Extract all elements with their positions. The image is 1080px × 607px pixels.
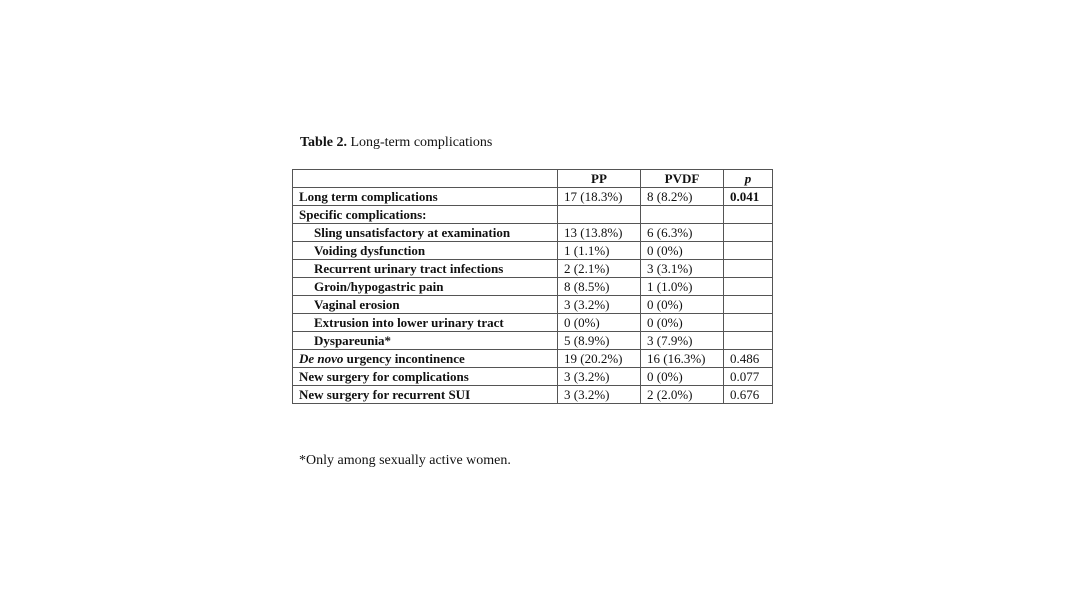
caption-text: Long-term complications [346, 135, 493, 150]
table-row [293, 224, 773, 242]
row-label: Dyspareunia* [293, 332, 558, 350]
pvdf-cell: 0 (0%) [641, 368, 724, 386]
p-cell: 0.676 [724, 386, 773, 404]
caption-label: Table 2. [300, 135, 347, 150]
pvdf-cell [641, 206, 724, 224]
pp-cell: 3 (3.2%) [558, 296, 641, 314]
p-cell [724, 314, 773, 332]
row-label: Sling unsatisfactory at examination [293, 224, 558, 242]
p-cell [724, 206, 773, 224]
pvdf-cell: 0 (0%) [641, 242, 724, 260]
p-cell [724, 242, 773, 260]
p-cell [724, 332, 773, 350]
pvdf-cell: 8 (8.2%) [641, 188, 724, 206]
p-cell: 0.486 [724, 350, 773, 368]
p-cell [724, 224, 773, 242]
row-label: Recurrent urinary tract infections [293, 260, 558, 278]
row-label: Long term complications [293, 188, 558, 206]
row-label: Voiding dysfunction [293, 242, 558, 260]
pvdf-cell: 2 (2.0%) [641, 386, 724, 404]
table-row [293, 242, 773, 260]
pvdf-cell: 0 (0%) [641, 314, 724, 332]
pp-cell: 13 (13.8%) [558, 224, 641, 242]
pvdf-cell: 16 (16.3%) [641, 350, 724, 368]
pp-cell: 3 (3.2%) [558, 368, 641, 386]
p-cell: 0.041 [724, 188, 773, 206]
table-caption [300, 134, 492, 152]
pvdf-cell: 0 (0%) [641, 296, 724, 314]
header-pvdf: PVDF [641, 170, 724, 188]
table-row [293, 188, 773, 206]
pp-cell: 17 (18.3%) [558, 188, 641, 206]
table-row [293, 332, 773, 350]
row-label [293, 350, 558, 368]
p-cell: 0.077 [724, 368, 773, 386]
pp-cell: 0 (0%) [558, 314, 641, 332]
pp-cell: 1 (1.1%) [558, 242, 641, 260]
table-row [293, 314, 773, 332]
pp-cell: 2 (2.1%) [558, 260, 641, 278]
table-row [293, 350, 773, 368]
table-row [293, 278, 773, 296]
p-cell [724, 260, 773, 278]
pp-cell: 5 (8.9%) [558, 332, 641, 350]
pp-cell: 19 (20.2%) [558, 350, 641, 368]
table-row [293, 260, 773, 278]
pp-cell: 3 (3.2%) [558, 386, 641, 404]
p-cell [724, 278, 773, 296]
row-label: Vaginal erosion [293, 296, 558, 314]
header-p: p [724, 170, 773, 188]
row-label: New surgery for complications [293, 368, 558, 386]
row-label: New surgery for recurrent SUI [293, 386, 558, 404]
pp-cell: 8 (8.5%) [558, 278, 641, 296]
table-row [293, 296, 773, 314]
table-row [293, 368, 773, 386]
pvdf-cell: 3 (3.1%) [641, 260, 724, 278]
table-row [293, 386, 773, 404]
row-label-rest: urgency incontinence [343, 350, 465, 366]
table-row [293, 206, 773, 224]
footnote: *Only among sexually active women. [299, 453, 511, 468]
complications-table [292, 169, 773, 404]
p-cell [724, 296, 773, 314]
pvdf-cell: 3 (7.9%) [641, 332, 724, 350]
pvdf-cell: 6 (6.3%) [641, 224, 724, 242]
header-empty [293, 170, 558, 188]
pvdf-cell: 1 (1.0%) [641, 278, 724, 296]
row-label: Extrusion into lower urinary tract [293, 314, 558, 332]
pp-cell [558, 206, 641, 224]
header-pp: PP [558, 170, 641, 188]
header-row [293, 170, 773, 188]
row-label-italic: De novo [299, 350, 344, 366]
row-label: Groin/hypogastric pain [293, 278, 558, 296]
row-label: Specific complications: [293, 206, 558, 224]
